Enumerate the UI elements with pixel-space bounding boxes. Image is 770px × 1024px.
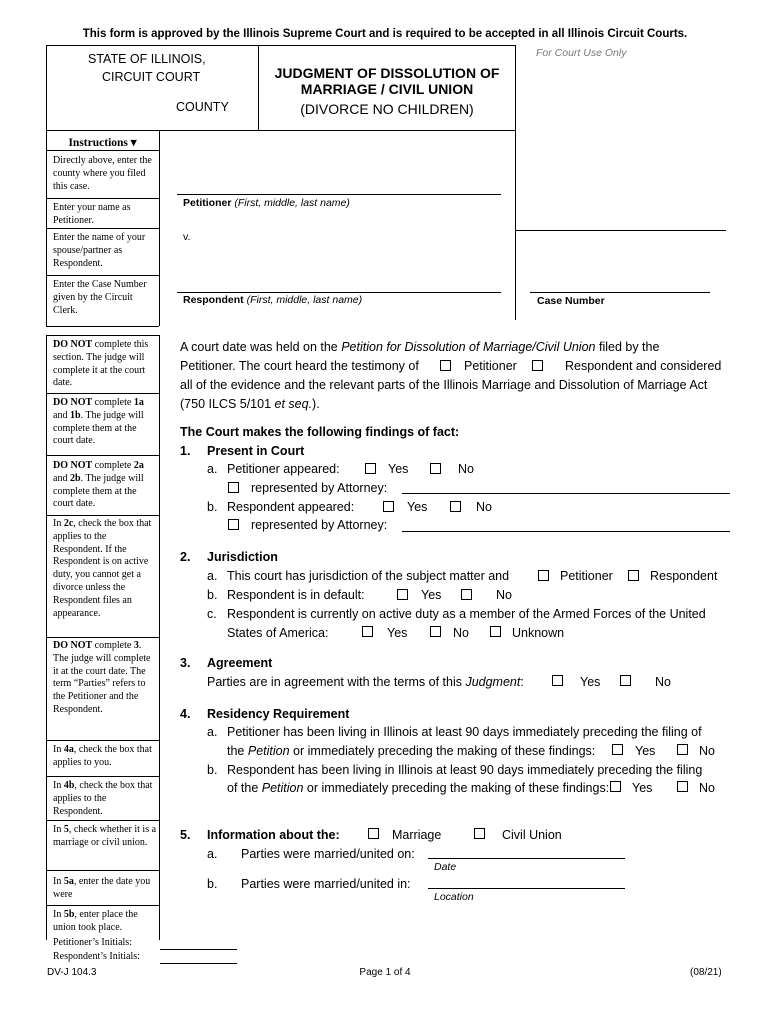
note-text: complete [92,397,134,408]
county-label: COUNTY [176,100,229,114]
respondent-attorney-field[interactable] [402,531,730,532]
note-intro [53,339,158,390]
note-divider [46,740,159,741]
active-duty-no-checkbox[interactable] [430,626,441,637]
default-yes-checkbox[interactable] [397,589,408,600]
note-section4b [53,780,158,818]
petitioner-attorney-label: represented by Attorney: [251,481,388,495]
instructions-toggle[interactable] [46,135,159,149]
section4a-text-line1: Petitioner has been living in Illinois at least 90 days immediately preceding the filing of [227,725,702,739]
testimony-respondent-label: Respondent and considered [565,359,722,373]
header-bottom-border [46,130,516,131]
section5a-label: a. [207,847,218,861]
note-divider [46,776,159,777]
note-text: , check the box that applies to you. [53,744,152,768]
case-number-label: Case Number [537,295,605,307]
note-emphasis: 3 [133,640,139,651]
note-section1 [53,397,158,448]
note-divider [46,905,159,906]
section3-title: Agreement [207,656,273,670]
note-section3 [53,640,158,717]
note-divider [46,515,159,516]
court-use-label: For Court Use Only [536,47,627,59]
respondent-residency-no-checkbox[interactable] [677,781,688,792]
note-divider [46,637,159,638]
instructions-right-border [159,130,160,326]
respondent-label: Respondent [183,294,244,306]
respondent-name-field[interactable] [177,292,501,293]
section1a-label: a. [207,462,218,476]
note-text: . The judge will complete them at the court date. [53,472,144,510]
no-label: No [699,744,715,758]
note-text: In [53,744,64,755]
yes-label: Yes [580,675,601,689]
respondent-appeared-yes-checkbox[interactable] [383,501,394,512]
yes-label: Yes [632,781,653,795]
note-emphasis: 5a [63,876,74,887]
yes-label: Yes [407,500,428,514]
intro-line-3: all of the evidence and the relevant parts of the Illinois Marriage and Dissolution of Marriage Act [180,378,708,392]
intro-text: filed by the [595,340,660,354]
section4b-petition: Petition [261,781,304,795]
yes-label: Yes [421,588,442,602]
section2-title: Jurisdiction [207,550,278,564]
note-section5 [53,824,158,850]
petition-title: Petition for Dissolution of Marriage/Civil Union [341,340,596,354]
instruction-petitioner: Enter your name as Petitioner. [53,202,131,226]
note-emphasis: 2c [63,518,74,529]
note-text: In [53,518,64,529]
petitioner-initials-label: Petitioner’s Initials: [53,937,132,948]
note-text: complete [92,460,134,471]
yes-label: Yes [388,462,409,476]
section1b-text: Respondent appeared: [227,500,355,514]
respondent-residency-yes-checkbox[interactable] [610,781,621,792]
section5b-text: Parties were married/united in: [241,877,411,891]
unknown-label: Unknown [512,626,565,640]
instructions-heading-rule [46,150,159,151]
petitioner-hint: (First, middle, last name) [234,197,350,209]
yes-label: Yes [635,744,656,758]
no-label: No [655,675,671,689]
note-text: . The judge will complete them at the court date. [53,409,144,447]
note-emphasis: DO NOT [53,460,93,471]
petitioner-name-field[interactable] [177,194,501,195]
jurisdiction-respondent-label: Respondent [650,569,718,583]
yes-label: Yes [387,626,408,640]
note-emphasis: DO NOT [53,339,93,350]
intro-text: A court date was held on the [180,340,342,354]
intro-line-2: Petitioner. The court heard the testimony of [180,359,419,373]
note-emphasis: 5b [63,909,75,920]
section4a-text-line2 [227,744,595,759]
no-label: No [496,588,512,602]
note-emphasis: 4a [63,744,74,755]
instruction-county: Directly above, enter the county where you filed this case. [53,155,152,192]
note-emphasis: 1b [69,409,81,421]
location-hint: Location [434,891,474,903]
note-emphasis: 2b [69,472,81,484]
section5b-label: b. [207,877,218,891]
active-duty-unknown-checkbox[interactable] [490,626,501,637]
form-id: DV-J 104.3 [47,967,97,978]
findings-heading: The Court makes the following findings of fact: [180,425,460,439]
jurisdiction-respondent-checkbox[interactable] [628,570,639,581]
note-text: . The judge will complete it at the court date. The term “Parties” refers to the Petitioner and the Respondent. [53,640,151,715]
section2b-text: Respondent is in default: [227,588,365,602]
section1b-label: b. [207,500,218,514]
section2c-label: c. [207,607,217,621]
petitioner-label: Petitioner [183,197,232,209]
court-use-divider [516,230,726,231]
marriage-label: Marriage [392,828,442,842]
note-emphasis: DO NOT [53,640,93,651]
section3-text-part: Parties are in agreement with the terms of this [207,675,466,689]
jurisdiction-petitioner-label: Petitioner [560,569,613,583]
date-hint: Date [434,861,457,873]
jurisdiction-petitioner-checkbox[interactable] [538,570,549,581]
note-divider [46,455,159,456]
agreement-no-checkbox[interactable] [620,675,631,686]
section2c-text-line2: States of America: [227,626,329,640]
note-divider [46,393,159,394]
respondent-attorney-label: represented by Attorney: [251,518,388,532]
note-text: , check the box that applies to the Respondent. If the Respondent is on active duty, you cannot get a divorce unless the Respondent files an appearance. [53,518,152,619]
note-section2c [53,518,158,620]
section2b-label: b. [207,588,218,602]
instructions-heading: Instructions [68,137,128,149]
section5-title: Information about the: [207,828,340,842]
no-label: No [699,781,715,795]
note-text: In [53,824,64,835]
section4b-text-line1: Respondent has been living in Illinois at least 90 days immediately preceding the filing [227,763,703,777]
respondent-appeared-no-checkbox[interactable] [450,501,461,512]
intro-text: ). [312,397,320,411]
testimony-petitioner-label: Petitioner [464,359,517,373]
respondent-hint: (First, middle, last name) [246,294,363,306]
section2a-text: This court has jurisdiction of the subject matter and [227,569,510,583]
intro-line-4 [180,397,320,412]
instruction-respondent: Enter the name of your spouse/partner as Respondent. [53,232,146,269]
section5a-text: Parties were married/united on: [241,847,415,861]
note-text: In [53,780,64,791]
agreement-yes-checkbox[interactable] [552,675,563,686]
section3-judgment: Judgment [465,675,521,689]
section4-number: 4. [180,707,191,721]
instructions-divider [46,275,159,276]
petitioner-residency-no-checkbox[interactable] [677,744,688,755]
petitioner-caption-label [183,197,350,210]
form-subtitle: (DIVORCE NO CHILDREN) [300,101,474,117]
section4a-text-part: or immediately preceding the making of these findings: [289,744,596,758]
section4b-label: b. [207,763,218,777]
section1-title: Present in Court [207,444,305,458]
section4b-text-part: of the [227,781,262,795]
section1a-text: Petitioner appeared: [227,462,340,476]
instructions-divider [46,198,159,199]
section3-text-part: : [520,675,524,689]
no-label: No [476,500,492,514]
section4b-text-part: or immediately preceding the making of these findings: [303,781,610,795]
form-title-line1: JUDGMENT OF DISSOLUTION OF [274,65,500,81]
respondent-caption-label [183,294,362,307]
note-text: In [53,876,64,887]
petitioner-appeared-no-checkbox[interactable] [430,463,441,474]
note-emphasis: 2a [133,460,144,471]
note-text: , enter place the union took place. [53,909,138,933]
section3-number: 3. [180,656,191,670]
approval-banner: This form is approved by the Illinois Supreme Court and is required to be accepted in all Illinois Circuit Courts. [82,28,688,40]
state-label: STATE OF ILLINOIS, [88,52,206,66]
no-label: No [453,626,469,640]
testimony-respondent-checkbox[interactable] [532,360,543,371]
note-text: In [53,909,64,920]
section1-number: 1. [180,444,191,458]
petitioner-residency-yes-checkbox[interactable] [612,744,623,755]
note-text: complete [92,640,134,651]
union-location-field[interactable] [428,888,625,889]
petitioner-initials-field[interactable] [160,949,237,950]
note-section5b [53,909,158,935]
marriage-checkbox[interactable] [368,828,379,839]
case-number-field[interactable] [530,292,710,293]
note-section5a [53,876,158,902]
instruction-case-number: Enter the Case Number given by the Circuit Clerk. [53,279,147,316]
versus-label: v. [183,231,191,243]
no-label: No [458,462,474,476]
note-emphasis: 1a [133,397,144,408]
petitioner-appeared-yes-checkbox[interactable] [365,463,376,474]
petitioner-attorney-field[interactable] [402,493,730,494]
note-text: and [53,472,70,484]
respondent-initials-label: Respondent’s Initials: [53,951,140,962]
union-date-field[interactable] [428,858,625,859]
note-text: complete this section. The judge will complete it at the court date. [53,339,149,389]
note-emphasis: 5 [63,824,69,835]
note-emphasis: DO NOT [53,397,93,408]
notes-right-border [159,335,160,940]
section4a-label: a. [207,725,218,739]
section4a-text-part: the [227,744,248,758]
notes-top-border [46,335,159,336]
section4b-text-line2 [227,781,609,796]
section3-text [207,675,524,690]
civil-union-label: Civil Union [502,828,562,842]
default-no-checkbox[interactable] [461,589,472,600]
instructions-divider [46,326,159,327]
respondent-attorney-checkbox[interactable] [228,519,239,530]
note-section2ab [53,460,158,511]
section2c-text-line1: Respondent is currently on active duty as a member of the Armed Forces of the United [227,607,706,621]
instructions-divider [46,228,159,229]
active-duty-yes-checkbox[interactable] [362,626,373,637]
section4-title: Residency Requirement [207,707,350,721]
note-divider [46,870,159,871]
note-section4a [53,744,158,770]
petitioner-attorney-checkbox[interactable] [228,482,239,493]
note-text: , check whether it is a marriage or civil union. [53,824,157,848]
note-emphasis: 4b [63,780,75,791]
intro-citation: et seq. [274,397,313,411]
note-text: , check the box that applies to the Respondent. [53,780,153,817]
section4a-petition: Petition [247,744,290,758]
note-text: , enter the date you were [53,876,151,900]
civil-union-checkbox[interactable] [474,828,485,839]
section2a-label: a. [207,569,218,583]
section2-number: 2. [180,550,191,564]
chevron-down-icon: ▾ [130,137,137,149]
form-title-line2: MARRIAGE / CIVIL UNION [300,81,474,97]
circuit-court-label: CIRCUIT COURT [102,70,201,84]
section5-number: 5. [180,828,191,842]
header-left-border [46,45,47,130]
note-text: and [53,409,70,421]
respondent-initials-field[interactable] [160,963,237,964]
header-top-border [46,45,516,46]
note-divider [46,820,159,821]
page-number: Page 1 of 4 [359,967,411,978]
form-date: (08/21) [690,967,722,978]
intro-text: (750 ILCS 5/101 [180,397,275,411]
testimony-petitioner-checkbox[interactable] [440,360,451,371]
intro-line-1 [180,340,659,355]
